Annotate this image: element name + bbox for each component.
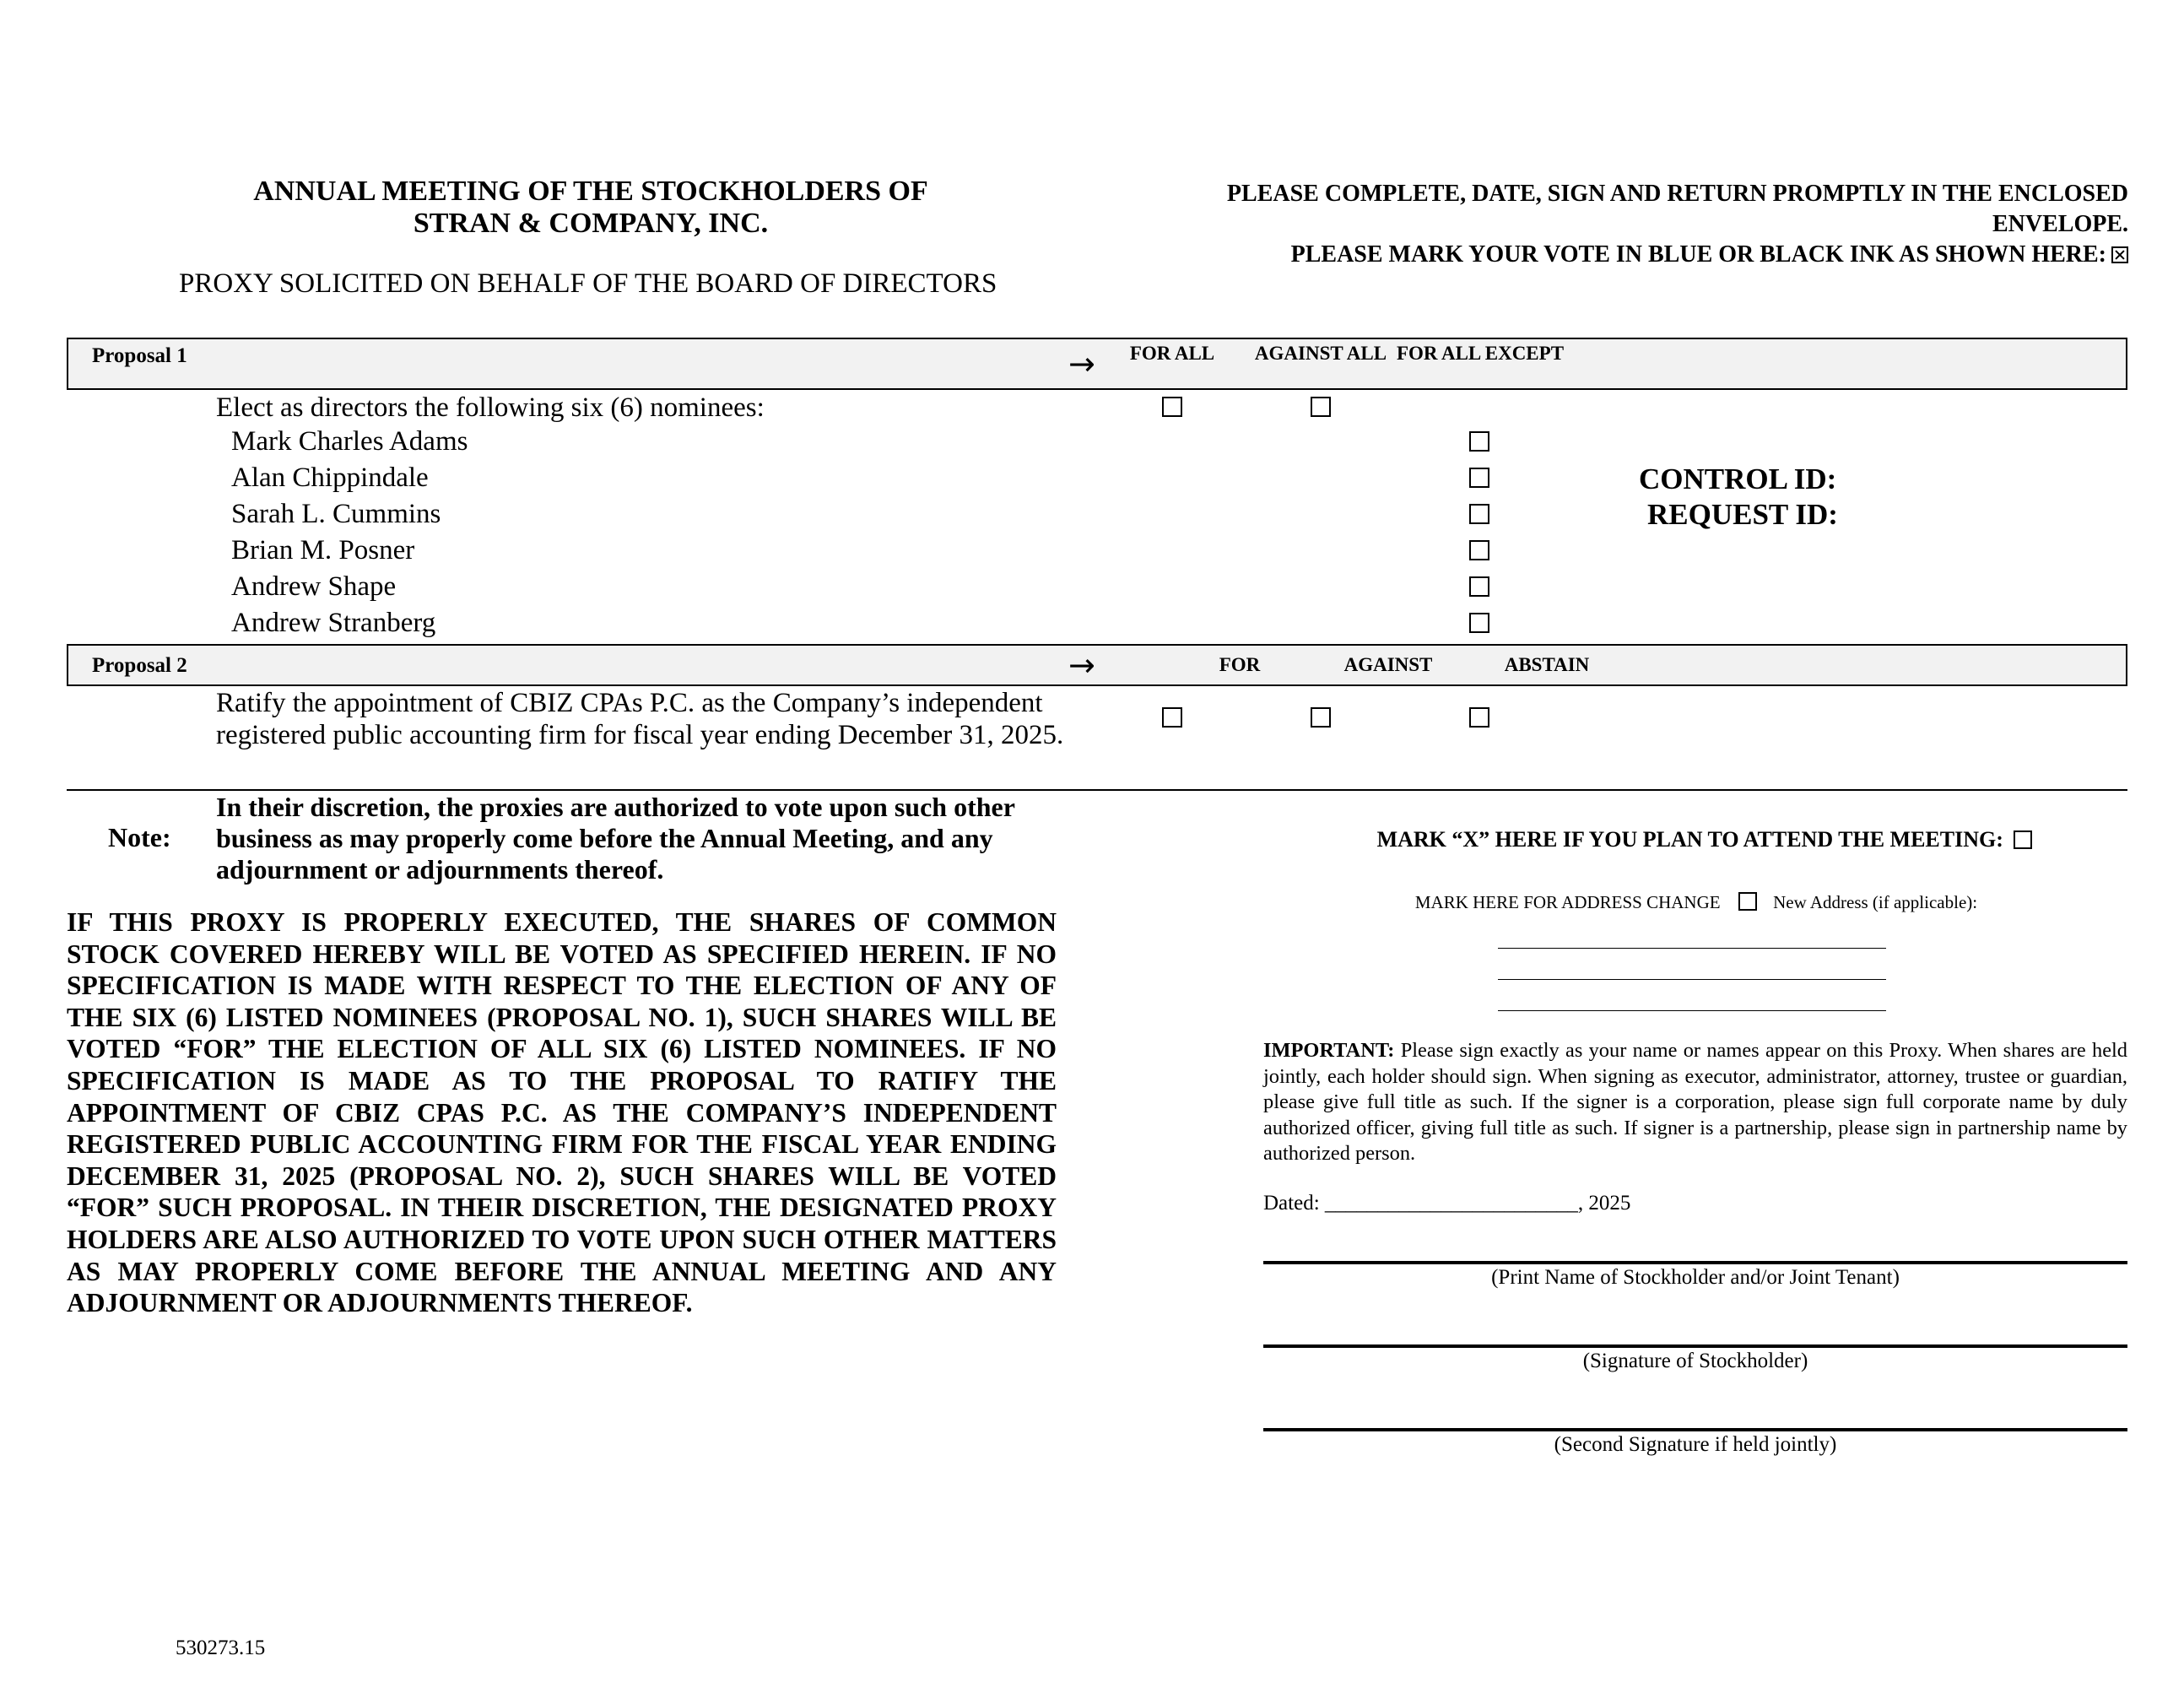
important-label: IMPORTANT:	[1263, 1039, 1395, 1062]
new-address-label: New Address (if applicable):	[1773, 892, 1978, 912]
nominee-except-checkbox[interactable]	[1469, 431, 1489, 452]
sample-marked-box-icon	[2111, 246, 2128, 263]
proposal2-label: Proposal 2	[92, 654, 187, 677]
nominee-except-checkbox[interactable]	[1469, 468, 1489, 488]
proposal1-label: Proposal 1	[92, 344, 187, 367]
arrow-right-icon: →	[1068, 345, 1095, 382]
note-label: Note:	[108, 822, 171, 852]
note-text: In their discretion, the proxies are authorized to vote upon such other business as may properly come before the Annual Meeting, and any adjournment or adjournments thereof.	[216, 792, 1015, 885]
attend-meeting-label: MARK “X” HERE IF YOU PLAN TO ATTEND THE MEETING:	[1376, 827, 2003, 852]
col-for-all-except: FOR ALL EXCEPT	[1396, 343, 1565, 364]
dated-row	[1263, 1192, 1630, 1215]
instruction-line1: PLEASE COMPLETE, DATE, SIGN AND RETURN PROMPTLY IN THE ENCLOSED ENVELOPE.	[1226, 181, 2128, 237]
section-divider	[67, 789, 2127, 791]
proposal1-header-bar	[67, 338, 2127, 390]
meeting-title-line1: ANNUAL MEETING OF THE STOCKHOLDERS OF	[253, 176, 928, 207]
col-for-all: FOR ALL	[1129, 343, 1215, 364]
meeting-title-line2: STRAN & COMPANY, INC.	[413, 208, 769, 239]
attend-meeting-row	[1283, 827, 2127, 852]
return-instructions	[1097, 179, 2128, 270]
arrow-right-icon: →	[1068, 647, 1095, 684]
address-change-label: MARK HERE FOR ADDRESS CHANGE	[1414, 892, 1721, 912]
proposal1-description: Elect as directors the following six (6) nominees:	[216, 392, 765, 423]
proposal2-header-bar	[67, 644, 2127, 686]
signing-instructions	[1263, 1038, 2127, 1167]
second-signature-line[interactable]	[1263, 1428, 2127, 1431]
voting-disclaimer: IF THIS PROXY IS PROPERLY EXECUTED, THE SHARES OF COMMON STOCK COVERED HEREBY WILL BE VOTED AS SPECIFIED HEREIN. IF NO SPECIFICATION IS MADE WITH RESPECT TO THE ELECTION OF ANY OF THE SIX (6) LISTED NOMINEES (PROPOSAL NO. 1), SUCH SHARES WILL BE VOTED “FOR” THE ELECTION OF ALL SIX (6) LISTED NOMINEES. IF NO SPECIFICATION IS MADE AS TO THE PROPOSAL TO RATIFY THE APPOINTMENT OF CBIZ CPAS P.C. AS THE COMPANY’S INDEPENDENT REGISTERED PUBLIC ACCOUNTING FIRM FOR THE FISCAL YEAR ENDING DECEMBER 31, 2025 (PROPOSAL NO. 2), SUCH SHARES WILL BE VOTED “FOR” SUCH PROPOSAL. IN THEIR DISCRETION, THE DESIGNATED PROXY HOLDERS ARE ALSO AUTHORIZED TO VOTE UPON SUCH OTHER MATTERS AS MAY PROPERLY COME BEFORE THE ANNUAL MEETING AND ANY ADJOURNMENT OR ADJOURNMENTS THEREOF.	[67, 907, 1057, 1318]
col-against-all: AGAINST ALL	[1254, 343, 1387, 364]
nominee-except-checkbox[interactable]	[1469, 540, 1489, 560]
proposal2-line2: registered public accounting firm for fiscal year ending December 31, 2025.	[216, 720, 1064, 750]
new-address-line[interactable]	[1498, 979, 1886, 980]
against-checkbox[interactable]	[1311, 707, 1331, 728]
address-change-checkbox[interactable]	[1738, 892, 1757, 911]
address-change-row	[1266, 892, 2127, 913]
nominee-name: Andrew Shape	[231, 571, 397, 602]
nominee-except-checkbox[interactable]	[1469, 613, 1489, 633]
attend-meeting-checkbox[interactable]	[2014, 830, 2032, 849]
col-against: AGAINST	[1343, 654, 1433, 675]
nominee-name: Brian M. Posner	[231, 535, 415, 565]
print-name-line[interactable]	[1263, 1261, 2127, 1264]
signature-caption: (Signature of Stockholder)	[1582, 1350, 1808, 1372]
instruction-line2	[1097, 240, 2128, 270]
document-number: 530273.15	[176, 1637, 266, 1659]
second-signature-caption: (Second Signature if held jointly)	[1554, 1433, 1837, 1456]
request-id-label: REQUEST ID:	[1647, 498, 1838, 531]
for-checkbox[interactable]	[1162, 707, 1182, 728]
nominee-name: Alan Chippindale	[231, 463, 429, 493]
nominee-except-checkbox[interactable]	[1469, 576, 1489, 597]
nominee-name: Sarah L. Cummins	[231, 499, 441, 529]
dated-field[interactable]: ________________________	[1324, 1192, 1578, 1215]
control-id-label: CONTROL ID:	[1639, 463, 1837, 495]
important-text: Please sign exactly as your name or names appear on this Proxy. When shares are held jointly, each holder should sign. When signing as executor, administrator, attorney, trustee or guardian, please give full title as such. If the signer is a corporation, please sign full corporate name by duly authorized officer, giving full title as such. If signer is a partnership, please sign in partnership name by authorized person.	[1263, 1039, 2127, 1165]
col-for: FOR	[1219, 654, 1261, 675]
print-name-caption: (Print Name of Stockholder and/or Joint Tenant)	[1491, 1266, 1900, 1289]
signature-line[interactable]	[1263, 1344, 2127, 1348]
nominee-except-checkbox[interactable]	[1469, 504, 1489, 524]
proposal2-description	[216, 687, 1102, 751]
dated-year: , 2025	[1577, 1192, 1631, 1215]
dated-label: Dated:	[1263, 1192, 1325, 1215]
new-address-line[interactable]	[1498, 1010, 1886, 1011]
nominee-name: Mark Charles Adams	[231, 426, 468, 457]
col-abstain: ABSTAIN	[1504, 654, 1590, 675]
solicitation-heading: PROXY SOLICITED ON BEHALF OF THE BOARD OF DIRECTORS	[179, 268, 997, 299]
for-all-checkbox[interactable]	[1162, 397, 1182, 417]
abstain-checkbox[interactable]	[1469, 707, 1489, 728]
nominee-name: Andrew Stranberg	[231, 608, 436, 638]
proposal2-line1: Ratify the appointment of CBIZ CPAs P.C. as the Company’s independent	[216, 688, 1043, 718]
instruction-line2-text: PLEASE MARK YOUR VOTE IN BLUE OR BLACK INK AS SHOWN HERE:	[1290, 241, 2106, 268]
new-address-line[interactable]	[1498, 948, 1886, 949]
against-all-checkbox[interactable]	[1311, 397, 1331, 417]
meeting-title	[236, 176, 945, 240]
